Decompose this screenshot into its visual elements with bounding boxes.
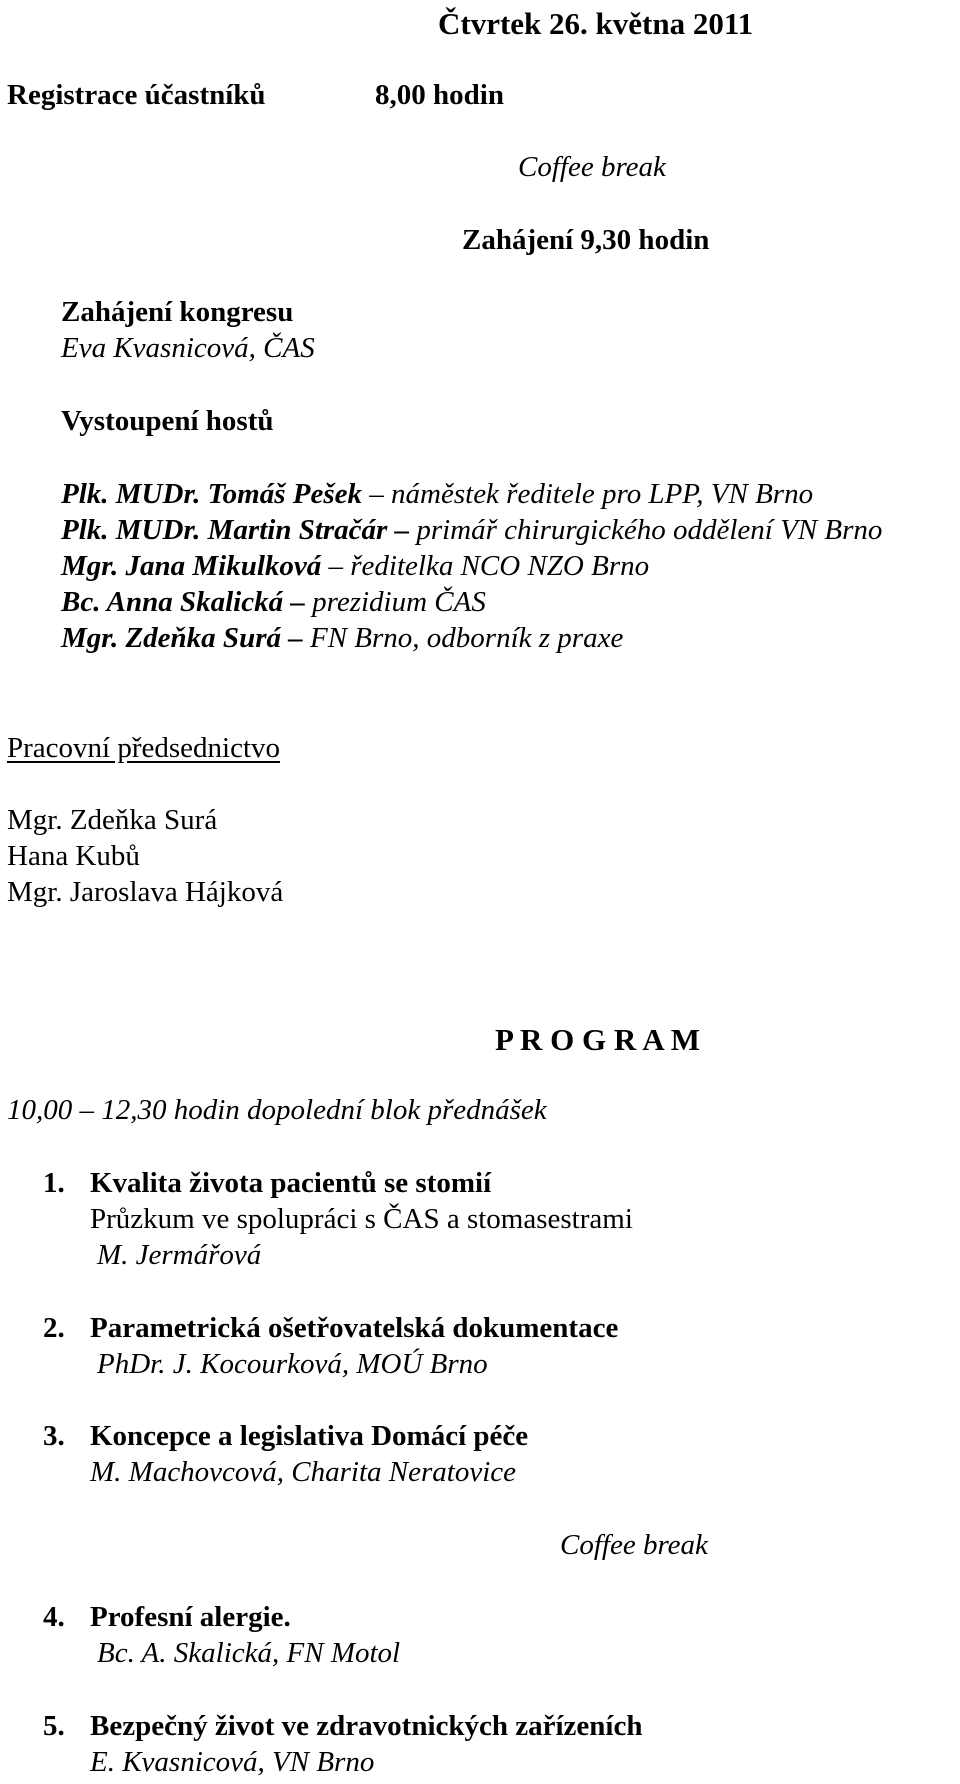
congress-opening-title: Zahájení kongresu [61, 296, 294, 328]
item-2-number: 2. [43, 1312, 65, 1344]
item-4-number: 4. [43, 1601, 65, 1633]
coffee-break-program: Coffee break [560, 1529, 708, 1561]
presidium-member-2: Hana Kubů [7, 840, 140, 872]
presidium-member-1: Mgr. Zdeňka Surá [7, 804, 218, 836]
item-3-number: 3. [43, 1420, 65, 1452]
item-3-title: Koncepce a legislativa Domácí péče [90, 1420, 529, 1452]
registration-time: 8,00 hodin [375, 79, 504, 111]
guest-5 [61, 624, 623, 653]
program-title: P R O G R A M [495, 1022, 700, 1057]
item-2-speaker: PhDr. J. Kocourková, MOÚ Brno [97, 1348, 488, 1380]
guest-2-name: Plk. MUDr. Martin Stračár – [61, 514, 410, 546]
guest-1 [61, 480, 813, 509]
item-4-title: Profesní alergie. [90, 1601, 291, 1633]
guest-2-role: primář chirurgického oddělení VN Brno [416, 514, 883, 546]
item-1-speaker: M. Jermářová [97, 1239, 262, 1271]
item-1-number: 1. [43, 1167, 65, 1199]
guest-3 [61, 552, 649, 581]
guest-3-name: Mgr. Jana Mikulková [61, 550, 322, 582]
item-1-title: Kvalita života pacientů se stomií [90, 1167, 492, 1199]
item-1-subtitle: Průzkum ve spolupráci s ČAS a stomasestrami [90, 1203, 633, 1235]
guest-4-name: Bc. Anna Skalická – [61, 586, 305, 618]
date-heading: Čtvrtek 26. května 2011 [438, 6, 754, 41]
guests-title: Vystoupení hostů [61, 405, 274, 437]
guest-1-role: – náměstek ředitele pro LPP, VN Brno [369, 478, 814, 510]
presidium-member-3: Mgr. Jaroslava Hájková [7, 876, 284, 908]
item-5-speaker: E. Kvasnicová, VN Brno [90, 1746, 375, 1778]
item-4-speaker: Bc. A. Skalická, FN Motol [97, 1637, 401, 1669]
item-3-speaker: M. Machovcová, Charita Neratovice [90, 1456, 517, 1488]
item-2-title: Parametrická ošetřovatelská dokumentace [90, 1312, 619, 1344]
opening-time: Zahájení 9,30 hodin [462, 224, 710, 256]
guest-1-name: Plk. MUDr. Tomáš Pešek [61, 478, 363, 510]
guest-4-role: prezidium ČAS [312, 586, 486, 618]
item-5-title: Bezpečný život ve zdravotnických zařízeních [90, 1710, 643, 1742]
guest-3-role: – ředitelka NCO NZO Brno [328, 550, 650, 582]
registration-label: Registrace účastníků [7, 79, 266, 111]
guest-5-name: Mgr. Zdeňka Surá – [61, 622, 303, 654]
congress-opening-speaker: Eva Kvasnicová, ČAS [61, 332, 315, 364]
program-block: 10,00 – 12,30 hodin dopolední blok přednášek [7, 1094, 547, 1126]
coffee-break-morning: Coffee break [518, 151, 666, 183]
presidium-title: Pracovní předsednictvo [7, 732, 281, 764]
guest-2 [61, 516, 882, 545]
guest-4 [61, 588, 486, 617]
guest-5-role: FN Brno, odborník z praxe [309, 622, 624, 654]
item-5-number: 5. [43, 1710, 65, 1742]
